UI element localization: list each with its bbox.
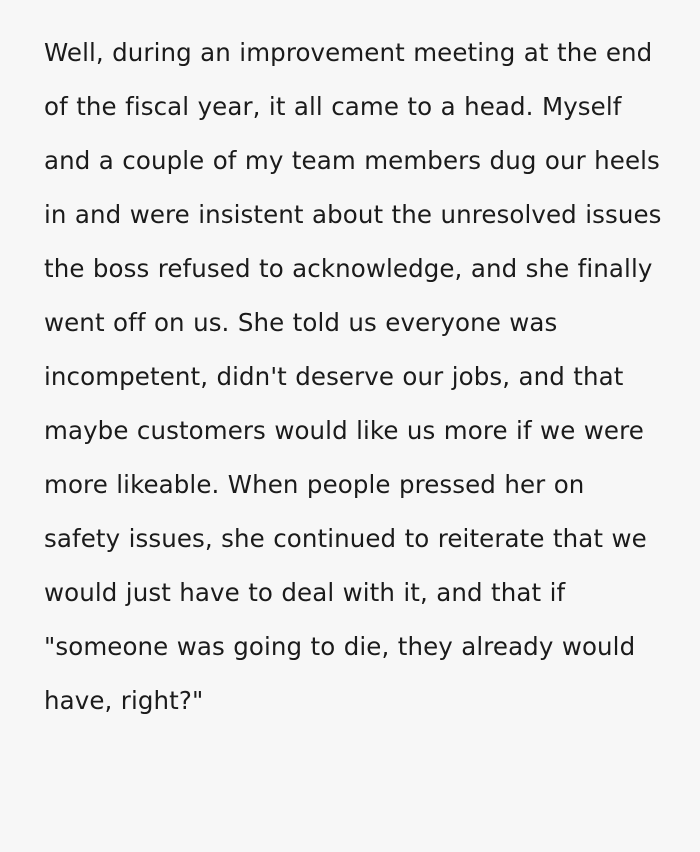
story-paragraph: Well, during an improvement meeting at the end of the fiscal year, it all came to a head. Myself and a couple of my team members dug our heels in and were insistent about the unresolved issues the boss refused to acknowledge, and she finally went off on us. She told us everyone was incompetent, didn't deserve our jobs, and that maybe customers would like us more if we were more likeable. When people pressed her on safety issues, she continued to reiterate that we would just have to deal with it, and that if "someone was going to die, they already would have, right?" — [44, 38, 670, 715]
